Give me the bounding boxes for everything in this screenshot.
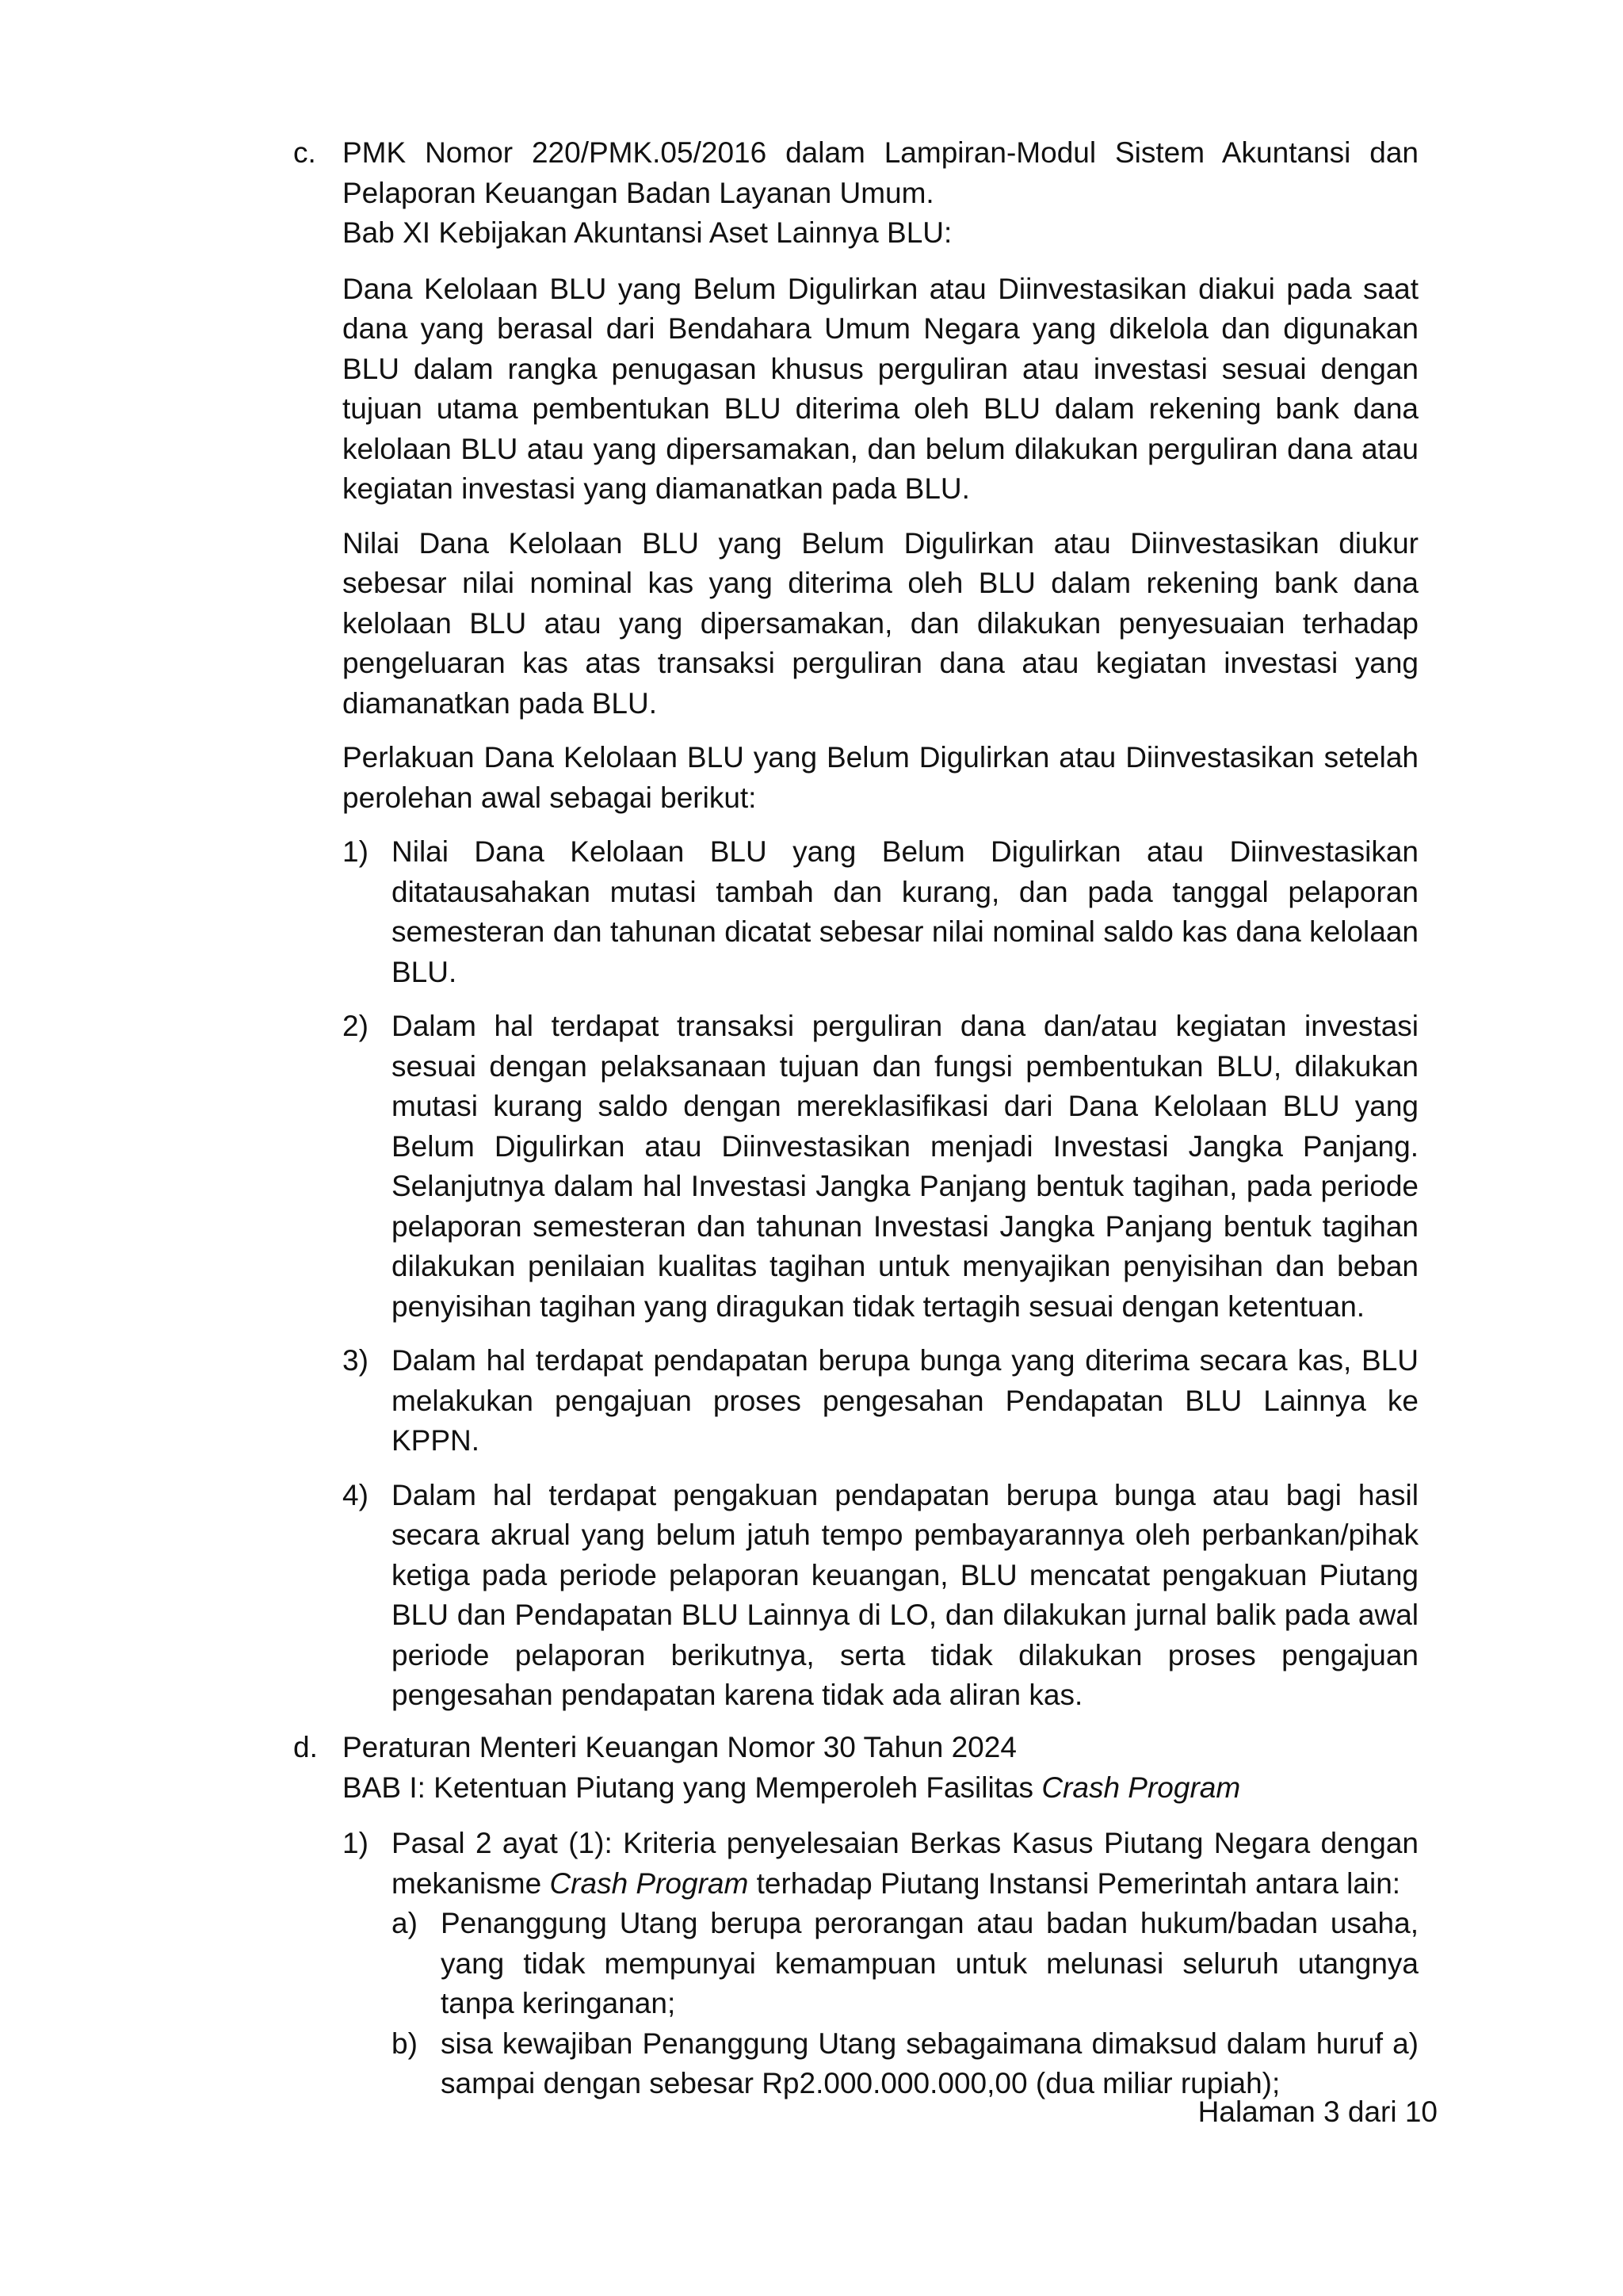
list-item-number: 4) — [342, 1478, 369, 1511]
sub-list-item-text: sisa kewajiban Penanggung Utang sebagaimana dimaksud dalam huruf a) sampai dengan sebesar Rp2.000.000.000,00 (dua miliar rupiah); — [441, 2027, 1419, 2099]
list-item-number: 2) — [342, 1010, 369, 1042]
point1-text-suffix: terhadap Piutang Instansi Pemerintah antara lain: — [748, 1866, 1401, 1900]
item-c-heading-line1: PMK Nomor 220/PMK.05/2016 dalam Lampiran-Modul Sistem Akuntansi dan — [342, 136, 1419, 169]
item-c-paragraph-3: Perlakuan Dana Kelolaan BLU yang Belum Digulirkan atau Diinvestasikan setelah perolehan awal sebagai berikut: — [342, 741, 1419, 814]
list-item-text: Dalam hal terdapat pendapatan berupa bunga yang diterima secara kas, BLU melakukan pengajuan proses pengesahan Pendapatan BLU Lainnya ke KPPN. — [391, 1344, 1419, 1457]
list-item-number: 1) — [342, 1827, 369, 1859]
list-item — [342, 1476, 1419, 1716]
item-c-body — [342, 133, 1419, 1730]
item-c-heading-line3: Bab XI Kebijakan Akuntansi Aset Lainnya BLU: — [342, 216, 953, 249]
sub-list-item-number: b) — [391, 2027, 418, 2060]
point1-text-prefix: Pasal 2 ayat (1): Kriteria penyelesaian Berkas Kasus Piutang Negara dengan mekanisme — [391, 1827, 1419, 1900]
point1-text-italic: Crash Program — [549, 1866, 749, 1900]
list-item-text — [391, 1824, 1419, 1904]
list-item-number: 3) — [342, 1344, 369, 1377]
list-item-text: Nilai Dana Kelolaan BLU yang Belum Digulirkan atau Diinvestasikan ditatausahakan mutasi tambah dan kurang, dan pada tanggal pelaporan semesteran dan tahunan dicatat sebesar nilai nominal saldo kas dana kelolaan BLU. — [391, 835, 1419, 988]
item-d-heading-line2-italic: Crash Program — [1041, 1771, 1241, 1804]
item-c-paragraph-2: Nilai Dana Kelolaan BLU yang Belum Digulirkan atau Diinvestasikan diukur sebesar nilai nominal kas yang diterima oleh BLU dalam rekening bank dana kelolaan BLU atau yang dipersamakan, dan dilakukan penyesuaian terhadap pengeluaran kas atas transaksi perguliran dana atau kegiatan investasi yang diamanatkan pada BLU. — [342, 526, 1419, 720]
item-c-paragraph-1: Dana Kelolaan BLU yang Belum Digulirkan atau Diinvestasikan diakui pada saat dana yang berasal dari Bendahara Umum Negara yang dikelola dan digunakan BLU dalam rangka penugasan khusus perguliran atau investasi sesuai dengan tujuan utama pembentukan BLU diterima oleh BLU dalam rekening bank dana kelolaan BLU atau yang dipersamakan, dan belum dilakukan perguliran dana atau kegiatan investasi yang diamanatkan pada BLU. — [342, 272, 1419, 505]
sub-list-item — [391, 1904, 1419, 2024]
list-item-text: Dalam hal terdapat pengakuan pendapatan berupa bunga atau bagi hasil secara akrual yang belum jatuh tempo pembayarannya oleh perbankan/pihak ketiga pada periode pelaporan keuangan, BLU mencatat pengakuan Piutang BLU dan Pendapatan BLU Lainnya di LO, dan dilakukan jurnal balik pada awal periode pelaporan berikutnya, serta tidak dilakukan proses pengajuan pengesahan pendapatan karena tidak ada aliran kas. — [391, 1478, 1419, 1711]
item-d-heading-line2 — [342, 1768, 1419, 1809]
list-item — [342, 832, 1419, 992]
sub-list-item-number: a) — [391, 1907, 418, 1939]
item-c-heading-line2: Pelaporan Keuangan Badan Layanan Umum. — [342, 176, 934, 209]
sub-list-item-text: Penanggung Utang berupa perorangan atau badan hukum/badan usaha, yang tidak mempunyai kemampuan untuk melunasi seluruh utangnya tanpa keringanan; — [441, 1907, 1419, 2019]
item-c-marker: c. — [293, 136, 316, 169]
list-item — [342, 1007, 1419, 1327]
item-d-heading-line2-text: BAB I: Ketentuan Piutang yang Memperoleh Fasilitas — [342, 1771, 1042, 1804]
list-item — [342, 1824, 1419, 2104]
list-item — [342, 1341, 1419, 1461]
item-d-heading-line1: Peraturan Menteri Keuangan Nomor 30 Tahun 2024 — [342, 1731, 1017, 1763]
item-d-body — [342, 1728, 1419, 2104]
page-number-footer: Halaman 3 dari 10 — [1197, 2095, 1438, 2128]
item-d-marker: d. — [293, 1731, 318, 1763]
item-c-heading — [342, 133, 1419, 254]
item-d-heading — [342, 1728, 1419, 1808]
list-item-number: 1) — [342, 835, 369, 868]
list-item-text: Dalam hal terdapat transaksi perguliran dana dan/atau kegiatan investasi sesuai dengan pelaksanaan tujuan dan fungsi pembentukan BLU, dilakukan mutasi kurang saldo dengan mereklasifikasi dari Dana Kelolaan BLU yang Belum Digulirkan atau Diinvestasikan menjadi Investasi Jangka Panjang. Selanjutnya dalam hal Investasi Jangka Panjang bentuk tagihan, pada periode pelaporan semesteran dan tahunan Investasi Jangka Panjang bentuk tagihan dilakukan penilaian kualitas tagihan untuk menyajikan penyisihan dan beban penyisihan tagihan yang diragukan tidak tertagih sesuai dengan ketentuan. — [391, 1010, 1419, 1323]
